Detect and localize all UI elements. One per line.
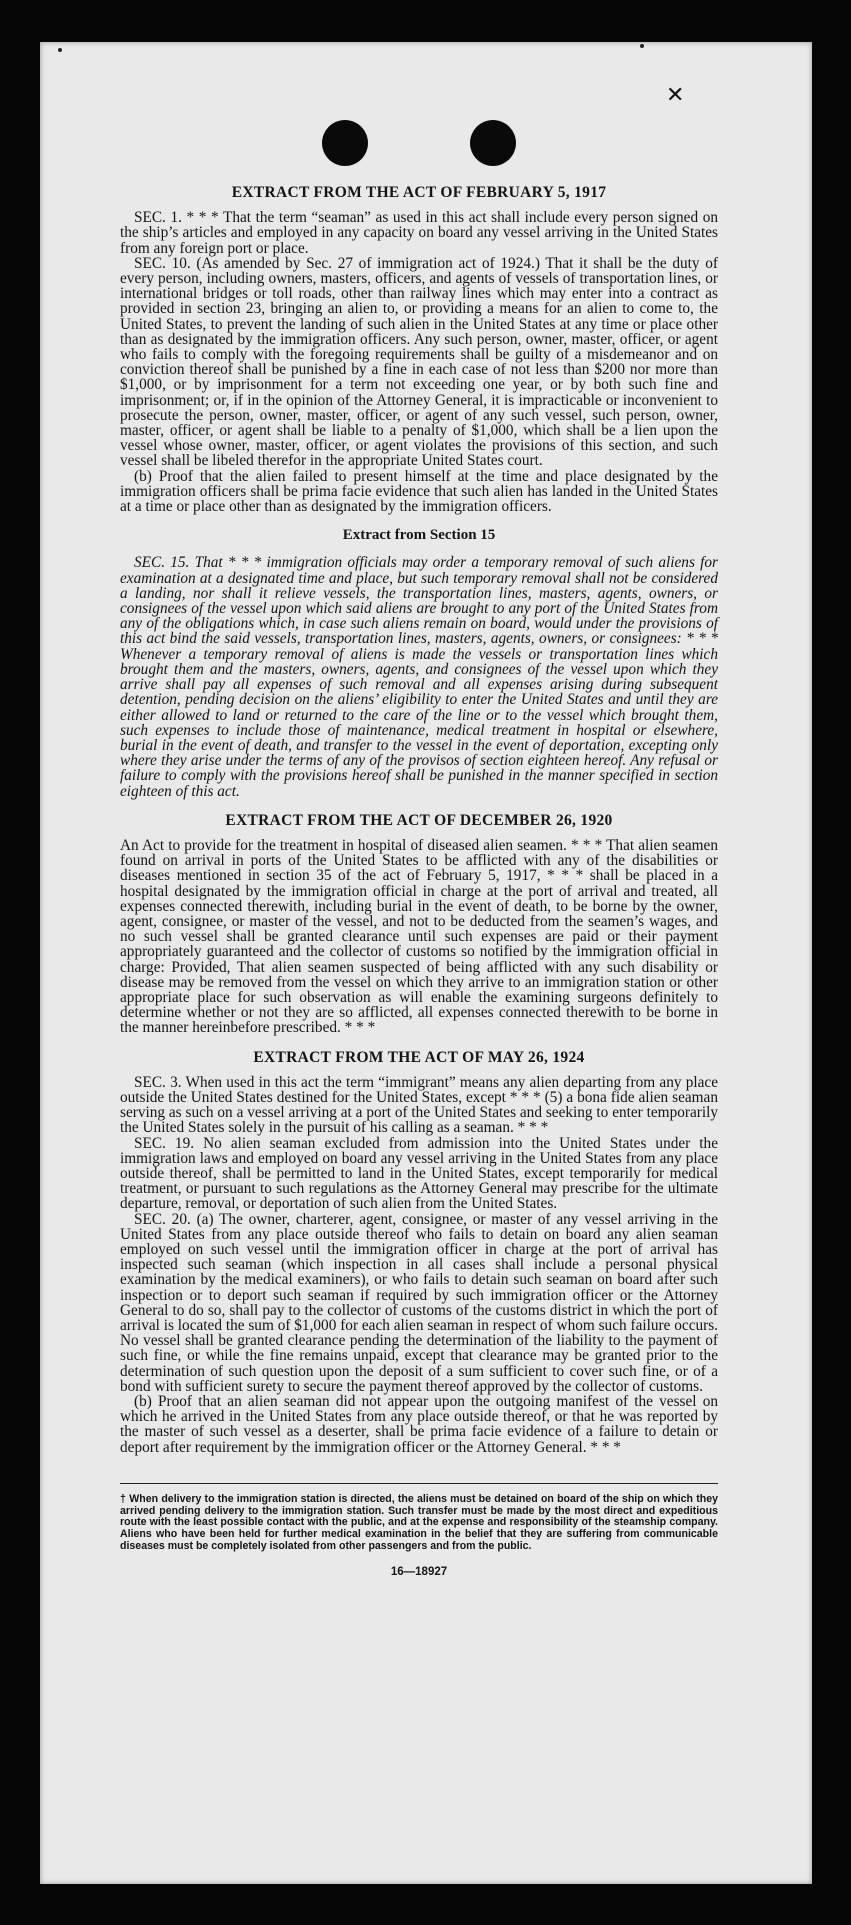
footnote-text: † When delivery to the immigration station is directed, the aliens must be detained on board of the ship on which they arrived pending delivery to the immigration station. Such transfer must be made by the most direct and expeditious route with the least possible contact with the public, and at the expense and responsibility of the steamship company. Aliens who have been held for further medical examination in the belief that they are suffering from communicable diseases must be completely isolated from other passengers and from the public. xyxy=(120,1492,718,1553)
paragraph-sec-1: SEC. 1. * * * That the term “seaman” as used in this act shall include every person signed on the ship’s articles and employed in any capacity on board any vessel arriving in the United States from any foreign port or place. xyxy=(120,209,718,257)
speck-mark xyxy=(58,48,62,52)
paragraph-sec-15: SEC. 15. That * * * immigration officials may order a temporary removal of such aliens for examination at a designated time and place, but such temporary removal shall not be considered a landing, nor shall it relieve vessels, the transportation lines, masters, agents, owners, or consignees of the vessel upon which said aliens are brought to any port of the United States from any of the obligations which, in case such aliens remain on board, would under the provisions of this act bind the said vessels, transportation lines, masters, agents, owners, or consignees: * * * Whenever a temporary removal of aliens is made the vessels or transportation lines which brought them and the masters, owners, agents, and consignees of the vessel upon which they arrive shall pay all expenses of such removal and all expenses arising during subsequent detention, pending decision on the aliens’ eligibility to enter the United States and until they are either allowed to land or returned to the care of the line or to the vessel which brought them, such expenses to include those of maintenance, medical treatment in hospital or elsewhere, burial in the event of death, and transfer to the vessel in the event of deportation, excepting only where they arise under the terms of any of the provisos of section eighteen hereof. Any refusal or failure to comply with the provisions hereof shall be punished in the manner specified in section eighteen of this act. xyxy=(120,554,718,800)
section-heading-1924: EXTRACT FROM THE ACT OF MAY 26, 1924 xyxy=(253,1048,585,1066)
paragraph-sec-20-b: (b) Proof that an alien seaman did not appear upon the outgoing manifest of the vessel on which he arrived in the United States from any place outside thereof, or that he was reported by the master of such vessel as a deserter, shall be prima facie evidence of a failure to detain or deport after requirement by the immigration officer or the Attorney General. * * * xyxy=(120,1393,718,1456)
paragraph-act-1920: An Act to provide for the treatment in hospital of diseased alien seamen. * * * That alien seamen found on arrival in ports of the United States to be afflicted with any of the disabilities or diseases mentioned in section 35 of the act of February 5, 1917, * * * shall be placed in a hospital designated by the immigration official in charge at the port of arrival and treated, all expenses connected therewith, including burial in the event of death, to be borne by the owner, agent, consignee, or master of the vessel, and not to be deducted from the seamen’s wages, and no such vessel shall be granted clearance until such expenses are paid or their payment appropriately guaranteed and the collector of customs so notified by the immigration official in charge: Provided, That alien seamen suspected of being afflicted with any such disability or disease may be removed from the vessel on which they arrive to an immigration station or other appropriate place for such observation as will enable the examining surgeons definitely to determine whether or not they are so afflicted, all expenses connected therewith to be borne in the manner hereinbefore prescribed. * * * xyxy=(120,836,718,1037)
document-number: 16—18927 xyxy=(390,1565,448,1578)
section-heading-1920: EXTRACT FROM THE ACT OF DECEMBER 26, 1920 xyxy=(225,811,613,829)
footnote-divider xyxy=(120,1483,718,1484)
punch-hole-right xyxy=(470,120,516,166)
paragraph-sec-20-a: SEC. 20. (a) The owner, charterer, agent, consignee, or master of any vessel arriving in the United States from any place outside thereof who fails to detain on board any alien seaman employed on such vessel until the immigration officer in charge at the port of arrival has inspected such seaman (which inspection in all cases shall include a personal physical examination by the medical examiners), or who fails to detain such seaman on board after such inspection or to deport such seaman if required by such immigration officer or the Attorney General to do so, shall pay to the collector of customs of the customs district in which the port of arrival is located the sum of $1,000 for each alien seaman in respect of whom such failure occurs. No vessel shall be granted clearance pending the determination of the liability to the payment of such fine, or while the fine remains unpaid, except that clearance may be granted prior to the determination of such question upon the deposit of a sum sufficient to cover such fine, or of a bond with sufficient surety to secure the payment thereof approved by the collector of customs. xyxy=(120,1210,718,1395)
speck-mark xyxy=(640,44,644,48)
section-heading-1917: EXTRACT FROM THE ACT OF FEBRUARY 5, 1917 xyxy=(231,184,607,201)
paragraph-sec-3: SEC. 3. When used in this act the term “immigrant” means any alien departing from any place outside the United States destined for the United States, except * * * (5) a bona fide alien seaman serving as such on a vessel arriving at a port of the United States and seeking to enter temporarily the United States solely in the pursuit of his calling as a seaman. * * * xyxy=(120,1073,718,1137)
section-heading-sec-15: Extract from Section 15 xyxy=(342,527,496,544)
punch-hole-left xyxy=(322,120,368,166)
paragraph-sec-10: SEC. 10. (As amended by Sec. 27 of immigration act of 1924.) That it shall be the duty of every person, including owners, masters, officers, and agents of vessels of transportation lines, or international bridges or toll roads, other than railway lines which may enter into a contract as provided in section 23, bringing an alien to, or providing a means for an alien to come to, the United States, to prevent the landing of such alien in the United States at any time or place other than as designated by the immigration officers. Any such person, owner, master, officer, or agent who fails to comply with the foregoing requirements shall be guilty of a misdemeanor and on conviction thereof shall be punished by a fine in each case of not less than $200 nor more than $1,000, or by imprisonment for a term not exceeding one year, or by both such fine and imprisonment; or, if in the opinion of the Attorney General, it is impracticable or inconvenient to prosecute the person, owner, master, officer, or agent of any such vessel, such person, owner, master, officer, or agent shall be liable to a penalty of $1,000, which shall be a lien upon the vessel whose owner, master, officer, or agent violates the provisions of this section, and such vessel shall be libeled therefor in the appropriate United States court. xyxy=(120,254,718,470)
corner-mark: ✕ xyxy=(666,82,685,107)
document-body xyxy=(120,185,718,1580)
paragraph-sec-10-b: (b) Proof that the alien failed to present himself at the time and place designated by the immigration officers shall be prima facie evidence that such alien has landed in the United States at a time or place other than as designated by the immigration officers. xyxy=(120,467,718,516)
paragraph-sec-19: SEC. 19. No alien seaman excluded from admission into the United States under the immigration laws and employed on board any vessel arriving in the United States from any place outside thereof, shall be permitted to land in the United States, except temporarily for medical treatment, or pursuant to such regulations as the Attorney General may prescribe for the ultimate departure, removal, or deportation of such alien from the United States. xyxy=(120,1134,718,1213)
